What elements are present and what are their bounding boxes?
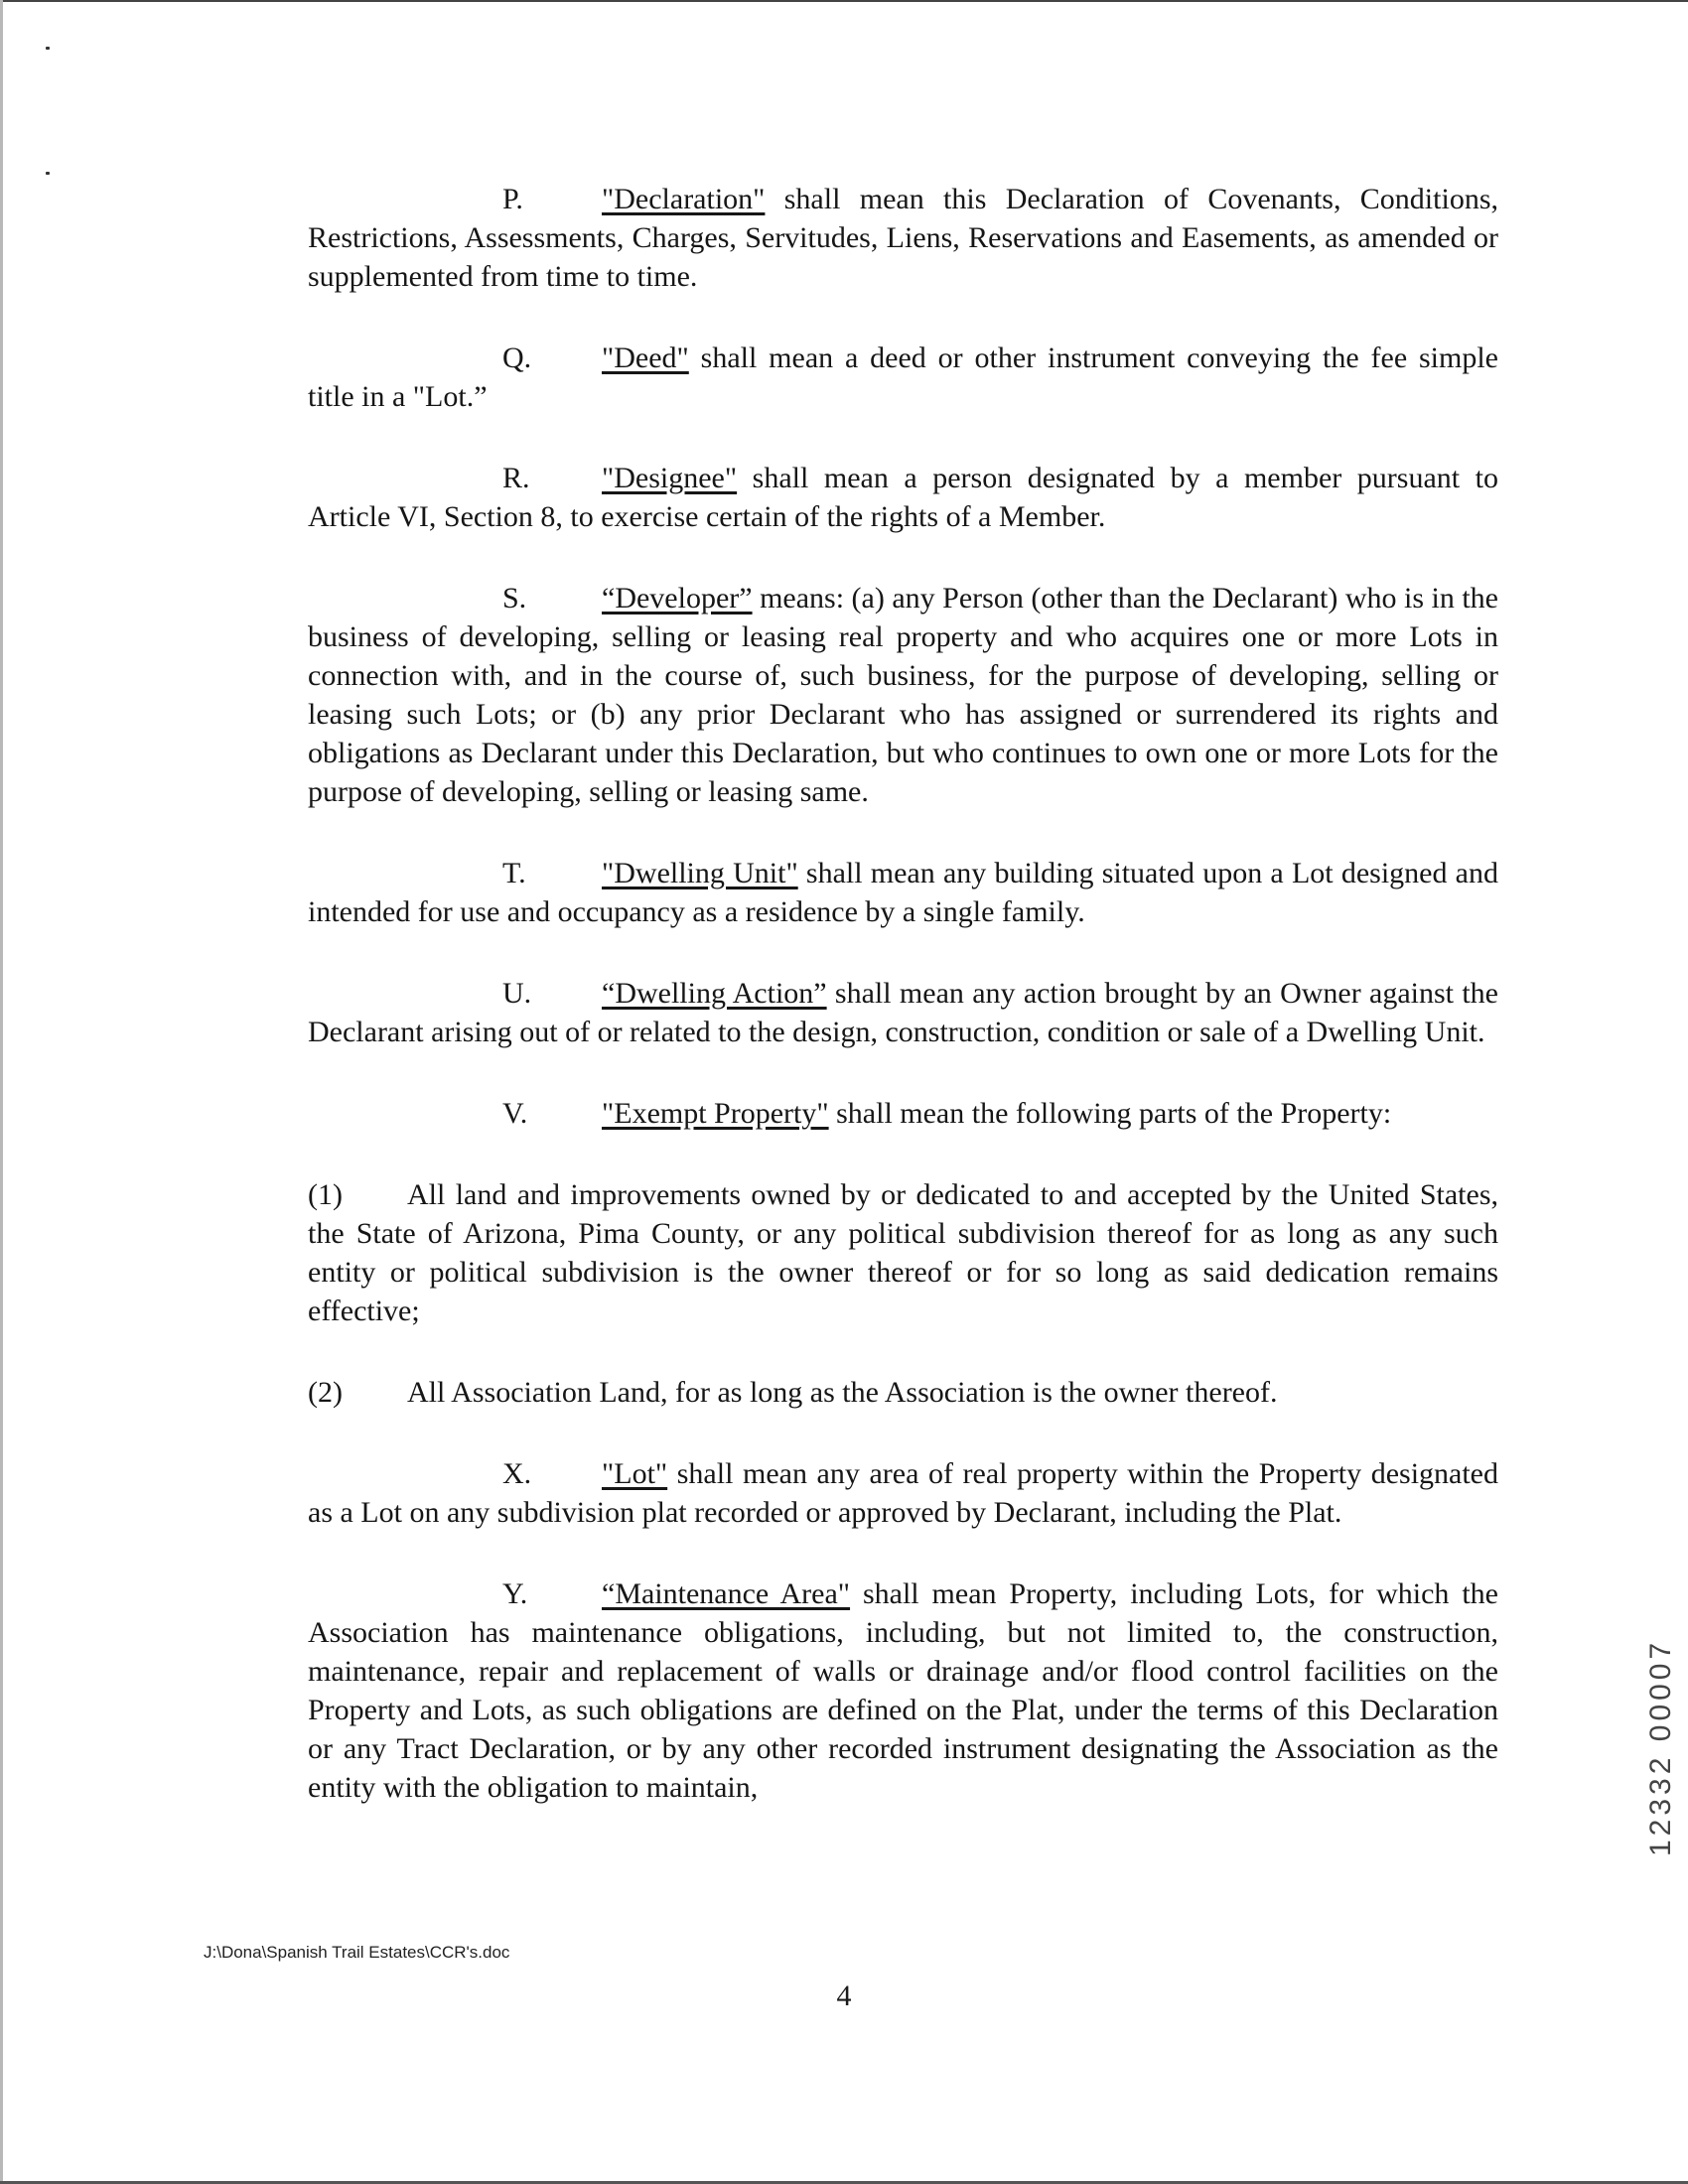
paragraph-letter: Q.	[502, 341, 532, 374]
paragraph-letter: S.	[502, 582, 527, 614]
defined-term: "Exempt Property"	[602, 1097, 829, 1130]
definition-text: shall mean the following parts of the Property:	[828, 1097, 1392, 1130]
paragraph-letter: X.	[502, 1457, 532, 1490]
definition-paragraph-q	[308, 339, 1498, 416]
subitem-number: (1)	[308, 1178, 343, 1211]
paragraph-letter: T.	[502, 857, 526, 889]
defined-term: "Dwelling Unit"	[602, 857, 798, 889]
definition-text: shall mean any building situated upon a Lot designed and intended for use and occupancy as a residence by a single family.	[308, 857, 1498, 928]
footer-file-path: J:\Dona\Spanish Trail Estates\CCR's.doc	[204, 1943, 510, 1962]
scan-speck	[46, 47, 50, 50]
definition-paragraph-t	[308, 854, 1498, 931]
definition-paragraph-r	[308, 459, 1498, 536]
paragraph-letter: R.	[502, 462, 530, 494]
defined-term: "Declaration"	[602, 183, 766, 215]
definition-paragraph-p	[308, 180, 1498, 296]
subitem-number: (2)	[308, 1376, 343, 1409]
definition-text: shall mean a person designated by a member pursuant to Article VI, Section 8, to exercise certain of the rights of a Member.	[308, 462, 1498, 533]
definition-paragraph-x	[308, 1454, 1498, 1532]
definition-text: shall mean any action brought by an Owner against the Declarant arising out of or related to the design, construction, condition or sale of a Dwelling Unit.	[308, 977, 1498, 1048]
subitem-text: All Association Land, for as long as the Association is the owner thereof.	[407, 1376, 1278, 1409]
scan-edge-top	[0, 0, 1688, 2]
defined-term: "Lot"	[602, 1457, 668, 1490]
scan-edge-left	[0, 0, 3, 2184]
page-number: 4	[836, 1979, 852, 2012]
defined-term: "Designee"	[602, 462, 738, 494]
paragraph-letter: P.	[502, 183, 523, 215]
document-body	[308, 180, 1498, 1849]
defined-term: “Maintenance Area"	[602, 1577, 851, 1610]
definition-text: means: (a) any Person (other than the Declarant) who is in the business of developing, selling or leasing real property and who acquires one or more Lots in connection with, and in the course of, such business, for the purpose of developing, selling or leasing such Lots; or (b) any prior Declarant who has assigned or surrendered its rights and obligations as Declarant under this Declaration, but who continues to own one or more Lots for the purpose of developing, selling or leasing same.	[308, 582, 1498, 808]
definition-paragraph-u	[308, 974, 1498, 1051]
defined-term: "Deed"	[602, 341, 689, 374]
exempt-subitem-1	[308, 1175, 1498, 1330]
paragraph-letter: Y.	[502, 1577, 528, 1610]
defined-term: “Developer”	[602, 582, 753, 614]
definition-text: shall mean this Declaration of Covenants, Conditions, Restrictions, Assessments, Charges, Servitudes, Liens, Reservations and Easements, as amended or supplemented from time to time.	[308, 183, 1498, 293]
subitem-text: All land and improvements owned by or dedicated to and accepted by the United States, the State of Arizona, Pima County, or any political subdivision thereof for as long as any such entity or political subdivision is the owner thereof or for so long as said dedication remains effective;	[308, 1178, 1498, 1327]
scan-speck	[46, 172, 50, 175]
recording-stamp: 12332 00007	[1644, 1638, 1677, 1856]
definition-paragraph-s	[308, 579, 1498, 811]
definition-text: shall mean Property, including Lots, for which the Association has maintenance obligations, including, but not limited to, the construction, maintenance, repair and replacement of walls or drainage and/or flood control facilities on the Property and Lots, as such obligations are defined on the Plat, under the terms of this Declaration or any Tract Declaration, or by any other recorded instrument designating the Association as the entity with the obligation to maintain,	[308, 1577, 1498, 1804]
defined-term: “Dwelling Action”	[602, 977, 827, 1010]
definition-paragraph-v	[308, 1094, 1498, 1133]
paragraph-letter: U.	[502, 977, 532, 1010]
definition-paragraph-y	[308, 1574, 1498, 1807]
exempt-subitem-2	[308, 1373, 1498, 1412]
paragraph-letter: V.	[502, 1097, 528, 1130]
definition-text: shall mean any area of real property within the Property designated as a Lot on any subdivision plat recorded or approved by Declarant, including the Plat.	[308, 1457, 1498, 1529]
definition-text: shall mean a deed or other instrument conveying the fee simple title in a "Lot.”	[308, 341, 1498, 413]
